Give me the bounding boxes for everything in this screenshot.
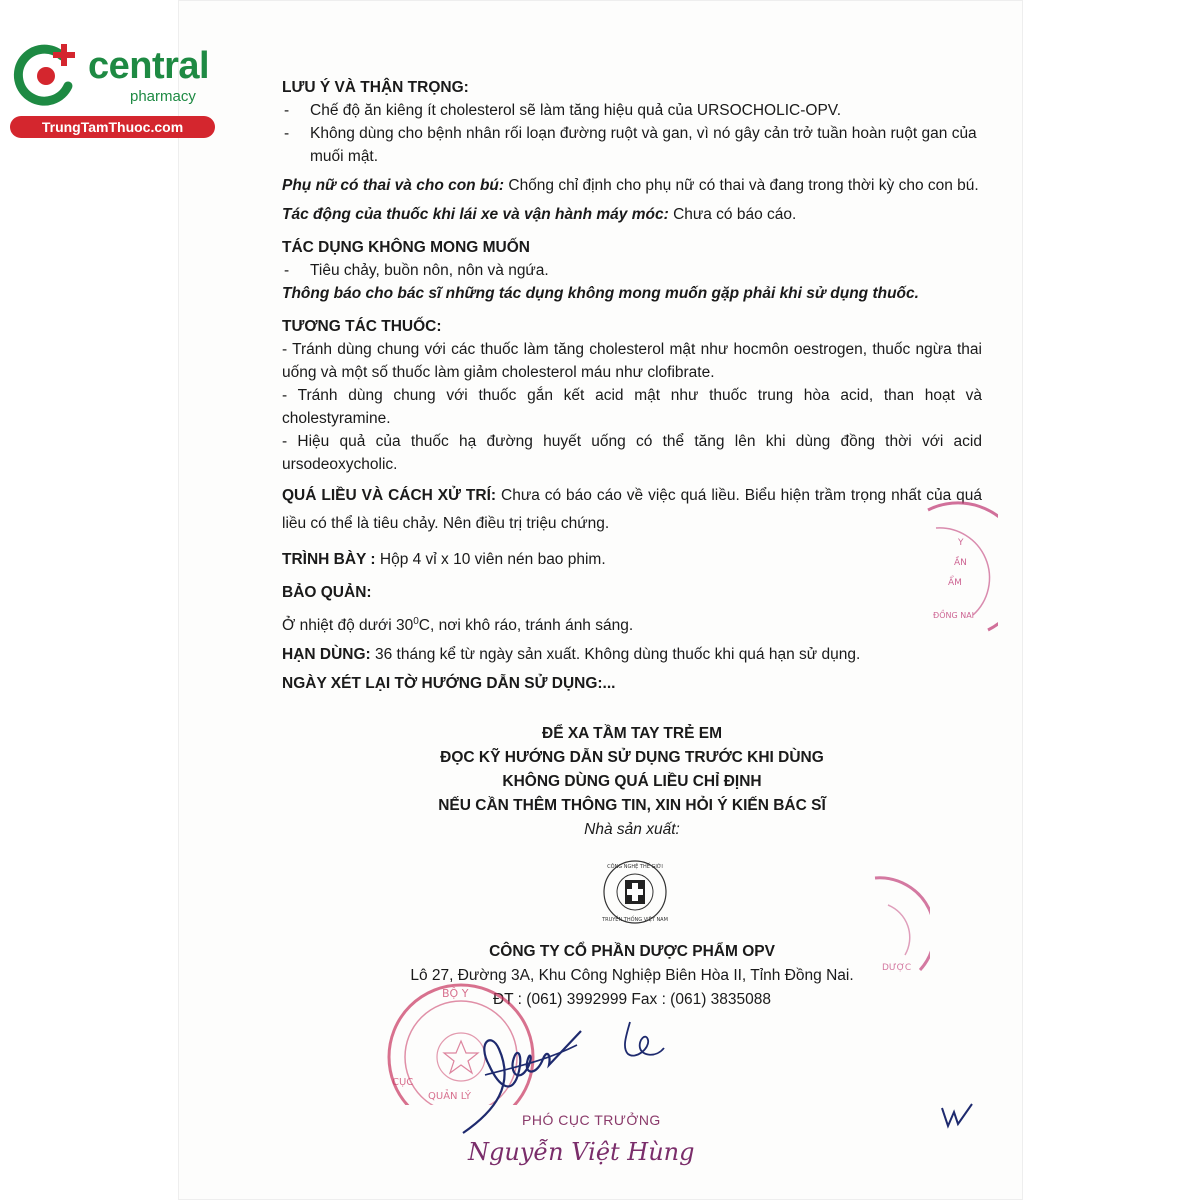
- svg-text:DƯỢC: DƯỢC: [882, 963, 912, 973]
- pregnancy-paragraph: [282, 174, 982, 197]
- presentation-paragraph: [282, 548, 982, 571]
- side-effect-note: Thông báo cho bác sĩ những tác dụng không mong muốn gặp phải khi sử dụng thuốc.: [282, 285, 919, 302]
- section-heading-tac-dung: TÁC DỤNG KHÔNG MONG MUỐN: [282, 239, 530, 256]
- svg-text:Y: Y: [958, 538, 964, 548]
- stamp-right-top-icon: [918, 500, 998, 640]
- warning-line: ĐỂ XA TẦM TAY TRẺ EM: [542, 725, 722, 742]
- presentation-label: TRÌNH BÀY :: [282, 551, 376, 568]
- warning-line: KHÔNG DÙNG QUÁ LIỀU CHỈ ĐỊNH: [502, 773, 762, 790]
- storage-text-b: C, nơi khô ráo, tránh ánh sáng.: [418, 617, 634, 635]
- section-heading-luu-y: LƯU Ý VÀ THẬN TRỌNG:: [282, 79, 469, 96]
- svg-text:TRUYỀN THỐNG VIỆT NAM: TRUYỀN THỐNG VIỆT NAM: [602, 917, 668, 923]
- company-name: CÔNG TY CỔ PHẦN DƯỢC PHẨM OPV: [489, 943, 775, 960]
- driving-paragraph: [282, 203, 982, 226]
- svg-text:BỘ Y: BỘ Y: [442, 987, 469, 1000]
- pregnancy-label: Phụ nữ có thai và cho con bú:: [282, 177, 505, 194]
- warning-line: ĐỌC KỸ HƯỚNG DẪN SỬ DỤNG TRƯỚC KHI DÙNG: [440, 749, 824, 766]
- manufacturer-label: Nhà sản xuất:: [584, 821, 680, 838]
- interaction-item: - Hiệu quả của thuốc hạ đường huyết uống có thể tăng lên khi dùng đồng thời với acid ursodeoxycholic.: [282, 433, 982, 473]
- overdose-paragraph: [282, 482, 982, 538]
- warnings-block: [282, 722, 982, 842]
- driving-text: Chưa có báo cáo.: [673, 206, 797, 223]
- list-item: - Không dùng cho bệnh nhân rối loạn đường ruột và gan, vì nó gây cản trở tuần hoàn ruột gan của muối mật.: [282, 122, 982, 168]
- stamp-right-bottom-icon: [860, 870, 930, 990]
- expiry-text: 36 tháng kể từ ngày sản xuất. Không dùng thuốc khi quá hạn sử dụng.: [375, 646, 861, 664]
- brand-url[interactable]: TrungTamThuoc.com: [10, 116, 215, 138]
- presentation-text: Hộp 4 vỉ x 10 viên nén bao phim.: [379, 551, 606, 568]
- driving-label: Tác động của thuốc khi lái xe và vận hành máy móc:: [282, 206, 669, 223]
- svg-text:CỤC: CỤC: [392, 1077, 414, 1088]
- overdose-label: QUÁ LIỀU VÀ CÁCH XỬ TRÍ:: [282, 487, 497, 504]
- central-pharmacy-logo[interactable]: [10, 38, 215, 138]
- signer-name: Nguyễn Việt Hùng: [468, 1138, 695, 1166]
- storage-text: [282, 610, 982, 637]
- initial-signature-icon: [618, 1018, 668, 1063]
- svg-text:ĐỒNG NAI: ĐỒNG NAI: [933, 611, 975, 620]
- section-heading-bao-quan: BẢO QUẢN:: [282, 584, 372, 601]
- overdose-text: Chưa có báo cáo về việc quá liều. Biểu hiện trầm trọng nhất của quá liều có thể là tiêu chảy. Nên điều trị triệu chứng.: [282, 487, 982, 532]
- section-heading-tuong-tac: TƯƠNG TÁC THUỐC:: [282, 318, 442, 335]
- list-item: - Tiêu chảy, buồn nôn, nôn và ngứa.: [282, 259, 982, 282]
- svg-text:CÔNG NGHỆ THẾ GIỚI: CÔNG NGHỆ THẾ GIỚI: [607, 864, 663, 870]
- interaction-item: - Tránh dùng chung với các thuốc làm tăng cholesterol mật như hocmôn oestrogen, thuốc ngừa thai uống và một số thuốc làm giảm cholesterol máu như clofibrate.: [282, 341, 982, 381]
- warning-line: NẾU CẦN THÊM THÔNG TIN, XIN HỎI Ý KIẾN BÁC SĨ: [438, 797, 826, 814]
- corner-mark-icon: [938, 1100, 978, 1132]
- expiry-paragraph: [282, 643, 982, 666]
- review-date-heading: NGÀY XÉT LẠI TỜ HƯỚNG DẪN SỬ DỤNG:...: [282, 675, 616, 693]
- svg-text:QUẢN LÝ: QUẢN LÝ: [428, 1091, 472, 1102]
- company-address: Lô 27, Đường 3A, Khu Công Nghiệp Biên Hòa II, Tỉnh Đồng Nai.: [410, 967, 854, 984]
- svg-text:ẨM: ẨM: [948, 578, 962, 588]
- opv-seal-icon: [600, 857, 670, 927]
- leaflet-content: [282, 76, 982, 695]
- brand-name: central: [88, 45, 210, 87]
- signer-title: PHÓ CỤC TRƯỞNG: [522, 1112, 661, 1128]
- pharmacy-cross-icon: [10, 38, 82, 110]
- brand-sub: pharmacy: [130, 88, 196, 105]
- pregnancy-text: Chống chỉ định cho phụ nữ có thai và đang trong thời kỳ cho con bú.: [508, 177, 979, 194]
- company-contact: ĐT : (061) 3992999 Fax : (061) 3835088: [492, 991, 772, 1008]
- storage-text-a: Ở nhiệt độ dưới 30: [282, 617, 414, 635]
- storage-degree: 0: [413, 616, 419, 627]
- expiry-label: HẠN DÙNG:: [282, 646, 371, 664]
- svg-text:ẦN: ẦN: [954, 558, 967, 568]
- list-item: - Chế độ ăn kiêng ít cholesterol sẽ làm tăng hiệu quả của URSOCHOLIC-OPV.: [282, 99, 982, 122]
- interaction-item: - Tránh dùng chung với thuốc gắn kết acid mật như thuốc trung hòa acid, than hoạt và cholestyramine.: [282, 387, 982, 427]
